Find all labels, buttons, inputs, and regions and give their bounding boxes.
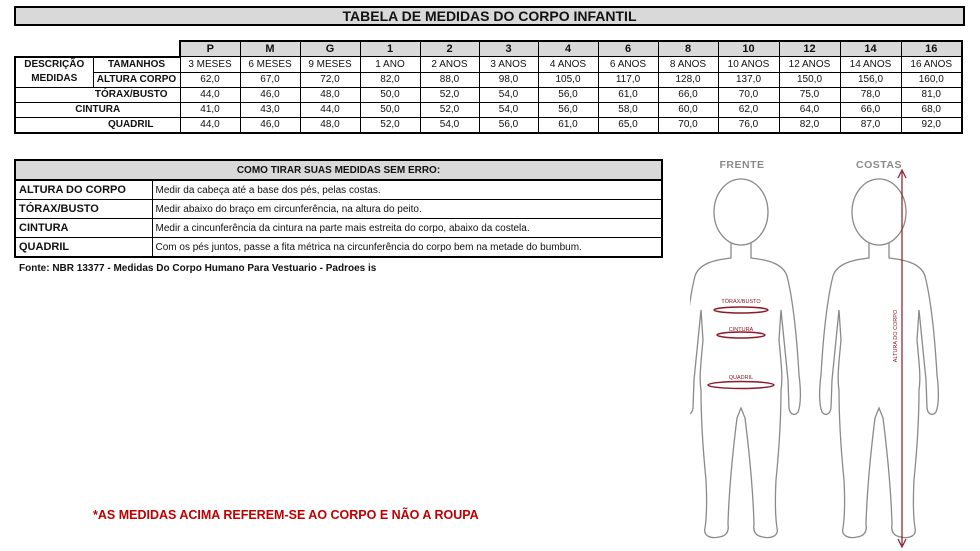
quadril-row [15, 117, 962, 133]
size-header-row [15, 41, 962, 57]
size-header-cell: 2 [420, 41, 479, 57]
size-header-cell: 12 [779, 41, 840, 57]
altura-cell: 137,0 [718, 72, 779, 87]
cintura-cell: 68,0 [901, 102, 962, 117]
front-body-silhouette [690, 179, 800, 538]
age-cell: 6 MESES [240, 57, 300, 73]
cintura-cell: 60,0 [658, 102, 718, 117]
tamanhos-label: TAMANHOS [93, 57, 180, 73]
quadril-cell: 48,0 [300, 117, 360, 133]
altura-row [15, 72, 962, 87]
torax-cell: 81,0 [901, 87, 962, 102]
how-to-row [15, 219, 662, 238]
size-header-cell: P [180, 41, 240, 57]
age-cell: 6 ANOS [598, 57, 658, 73]
torax-figure-label: TÓRAX/BUSTO [721, 299, 761, 305]
age-cell: 14 ANOS [840, 57, 901, 73]
how-to-header: COMO TIRAR SUAS MEDIDAS SEM ERRO: [15, 160, 662, 180]
torax-cell: 78,0 [840, 87, 901, 102]
quadril-cell: 54,0 [420, 117, 479, 133]
altura-cell: 160,0 [901, 72, 962, 87]
torax-cell: 75,0 [779, 87, 840, 102]
altura-cell: 62,0 [180, 72, 240, 87]
front-label: FRENTE [719, 159, 765, 171]
page-title: TABELA DE MEDIDAS DO CORPO INFANTIL [14, 6, 965, 26]
size-header-cell: M [240, 41, 300, 57]
cintura-cell: 62,0 [718, 102, 779, 117]
torax-cell: 44,0 [180, 87, 240, 102]
quadril-label: QUADRIL [15, 117, 180, 133]
torax-row [15, 87, 962, 102]
size-header-cell: 8 [658, 41, 718, 57]
altura-cell: 150,0 [779, 72, 840, 87]
age-cell: 16 ANOS [901, 57, 962, 73]
altura-figure-label: ALTURA DO CORPO [893, 309, 899, 363]
source-citation: Fonte: NBR 13377 - Medidas Do Corpo Humano Para Vestuario - Padroes is [19, 263, 377, 274]
how-to-text: Medir abaixo do braço em circunferência, na altura do peito. [152, 200, 662, 219]
size-header-cell: G [300, 41, 360, 57]
cintura-cell: 64,0 [779, 102, 840, 117]
age-cell: 8 ANOS [658, 57, 718, 73]
cintura-cell: 54,0 [479, 102, 538, 117]
cintura-cell: 66,0 [840, 102, 901, 117]
age-cell: 9 MESES [300, 57, 360, 73]
how-to-label: TÓRAX/BUSTO [15, 200, 152, 219]
altura-cell: 128,0 [658, 72, 718, 87]
torax-cell: 48,0 [300, 87, 360, 102]
torax-cell: 56,0 [538, 87, 598, 102]
how-to-text: Medir da cabeça até a base dos pés, pelas costas. [152, 180, 662, 200]
quadril-cell: 52,0 [360, 117, 420, 133]
how-to-row [15, 180, 662, 200]
cintura-cell: 52,0 [420, 102, 479, 117]
quadril-cell: 70,0 [658, 117, 718, 133]
altura-label: ALTURA CORPO [93, 72, 180, 87]
size-header-cell: 3 [479, 41, 538, 57]
quadril-cell: 61,0 [538, 117, 598, 133]
how-to-text: Com os pés juntos, passe a fita métrica na circunferência do corpo bem na metade do bumbum. [152, 238, 662, 258]
cintura-cell: 41,0 [180, 102, 240, 117]
size-header-cell: 1 [360, 41, 420, 57]
size-header-cell: 6 [598, 41, 658, 57]
size-table [14, 40, 963, 134]
size-header-cell: 14 [840, 41, 901, 57]
age-cell: 3 MESES [180, 57, 240, 73]
size-header-cell: 16 [901, 41, 962, 57]
disclaimer-note: *AS MEDIDAS ACIMA REFEREM-SE AO CORPO E NÃO A ROUPA [93, 508, 479, 522]
size-header-cell: 4 [538, 41, 598, 57]
torax-cell: 70,0 [718, 87, 779, 102]
age-cell: 4 ANOS [538, 57, 598, 73]
quadril-cell: 56,0 [479, 117, 538, 133]
how-to-table [14, 159, 663, 258]
back-body-silhouette [820, 179, 939, 538]
altura-cell: 82,0 [360, 72, 420, 87]
altura-cell: 117,0 [598, 72, 658, 87]
altura-cell: 67,0 [240, 72, 300, 87]
how-to-row [15, 200, 662, 219]
cintura-cell: 43,0 [240, 102, 300, 117]
cintura-cell: 44,0 [300, 102, 360, 117]
age-cell: 2 ANOS [420, 57, 479, 73]
cintura-cell: 50,0 [360, 102, 420, 117]
age-cell: 10 ANOS [718, 57, 779, 73]
size-header-cell: 10 [718, 41, 779, 57]
cintura-label: CINTURA [15, 102, 180, 117]
altura-cell: 72,0 [300, 72, 360, 87]
quadril-band-icon [708, 382, 774, 389]
cintura-cell: 58,0 [598, 102, 658, 117]
age-cell: 1 ANO [360, 57, 420, 73]
altura-cell: 105,0 [538, 72, 598, 87]
torax-band-icon [714, 307, 768, 313]
how-to-label: CINTURA [15, 219, 152, 238]
quadril-cell: 82,0 [779, 117, 840, 133]
cintura-row [15, 102, 962, 117]
altura-cell: 88,0 [420, 72, 479, 87]
quadril-cell: 65,0 [598, 117, 658, 133]
how-to-text: Medir a cincunferência da cintura na parte mais estreita do corpo, abaixo da costela. [152, 219, 662, 238]
ages-row [15, 57, 962, 73]
torax-cell: 54,0 [479, 87, 538, 102]
quadril-cell: 76,0 [718, 117, 779, 133]
how-to-row [15, 238, 662, 258]
torax-cell: 61,0 [598, 87, 658, 102]
descricao-label: DESCRIÇÃO MEDIDAS [15, 57, 93, 88]
back-label: COSTAS [856, 159, 902, 171]
how-to-label: QUADRIL [15, 238, 152, 258]
quadril-figure-label: QUADRIL [728, 375, 754, 381]
quadril-cell: 92,0 [901, 117, 962, 133]
how-to-label: ALTURA DO CORPO [15, 180, 152, 200]
altura-cell: 98,0 [479, 72, 538, 87]
torax-cell: 46,0 [240, 87, 300, 102]
torax-label: TÓRAX/BUSTO [15, 87, 180, 102]
quadril-cell: 44,0 [180, 117, 240, 133]
quadril-cell: 46,0 [240, 117, 300, 133]
cintura-figure-label: CINTURA [728, 327, 754, 333]
age-cell: 12 ANOS [779, 57, 840, 73]
torax-cell: 66,0 [658, 87, 718, 102]
quadril-cell: 87,0 [840, 117, 901, 133]
body-measurement-figure [690, 150, 980, 550]
cintura-cell: 56,0 [538, 102, 598, 117]
age-cell: 3 ANOS [479, 57, 538, 73]
torax-cell: 50,0 [360, 87, 420, 102]
altura-cell: 156,0 [840, 72, 901, 87]
torax-cell: 52,0 [420, 87, 479, 102]
